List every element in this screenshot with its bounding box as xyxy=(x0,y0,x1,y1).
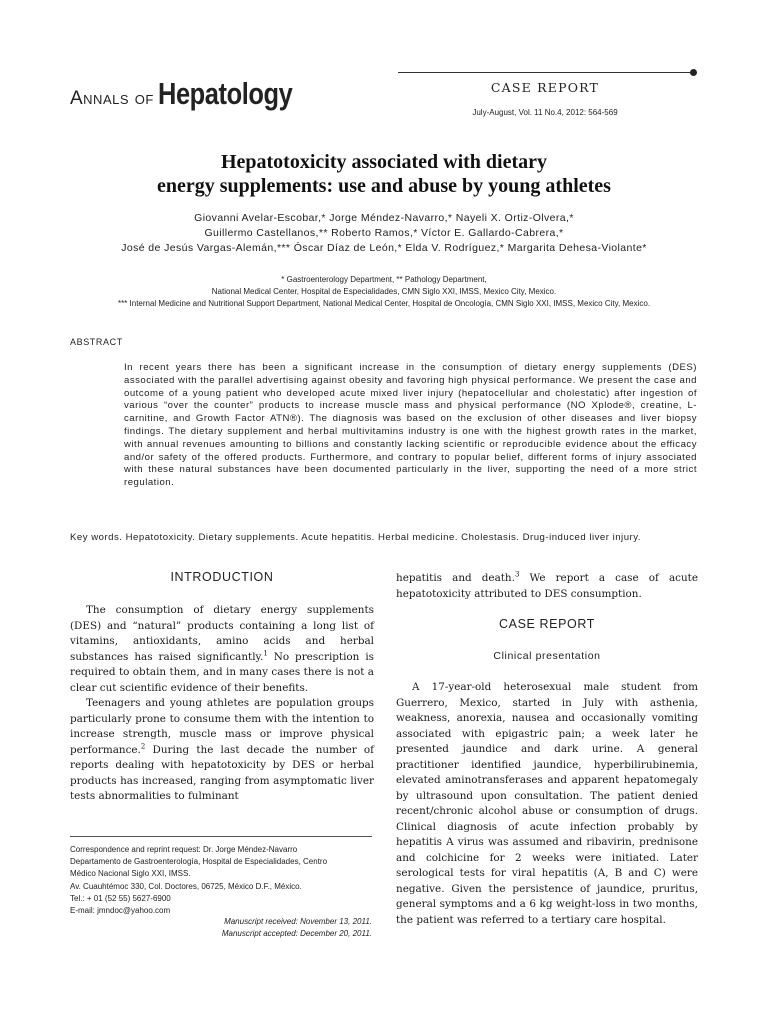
author-line: José de Jesús Vargas-Alemán,*** Óscar Díaz de León,* Elda V. Rodríguez,* Margarita Dehesa-Violante* xyxy=(121,242,647,254)
article-title xyxy=(60,150,708,198)
paragraph-text: The consumption of dietary energy supplements (DES) and “natural” products containing a long list of vitamins, antioxidants, amino acids and herbal substances has raised significantly. xyxy=(70,604,374,663)
manuscript-dates xyxy=(70,916,372,940)
introduction-continuation xyxy=(396,571,698,602)
received-date: Manuscript received: November 13, 2011. xyxy=(224,917,372,926)
correspondence-line: Médico Nacional Siglo XXI, IMSS. xyxy=(70,869,191,879)
paragraph xyxy=(70,696,374,805)
paragraph: A 17-year-old heterosexual male student from Guerrero, Mexico, started in July with asthenia, weakness, anorexia, nausea and occasionally vomiting associated with epigastric pain; a week later he presented jaundice and dark urine. A general practitioner identified jaundice, hyperbilirubinemia, elevated aminotransferases and apparent hepatomegaly by ultrasound upon consultation. The patient denied recent/chronic alcohol abuse or consumption of drugs. Clinical diagnosis of acute infection probably by hepatitis A virus was assumed and ribavirin, prednisone and colchicine for 2 weeks were initiated. Later serological tests for viral hepatitis (A, B and C) were negative. Given the persistence of jaundice, pruritus, general symptoms and a 6 kg weight-loss in two months, the patient was referred to a tertiary care hospital. xyxy=(396,681,698,926)
paragraph-text: hepatitis and death. xyxy=(396,572,515,584)
case-report-heading: CASE REPORT xyxy=(499,617,595,631)
abstract-text: In recent years there has been a significant increase in the consumption of dietary energy supplements (DES) associated with the parallel advertising against obesity and favoring high physical performance. We present the case and outcome of a young patient who developed acute mixed liver injury (hepatocellular and cholestatic) after ingestion of various “over the counter” products to increase muscle mass and physical performance (NO Xplode®, creatine, L-carnitine, and Growth Factor ATN®). The diagnosis was based on the exclusion of other diseases and liver biopsy findings. The dietary supplement and herbal multivitamins industry is one with the highest growth rates in the market, with annual revenues amounting to billions and constantly lacking scientific or reproducible evidence about the efficacy and/or safety of the offered products. Furthermore, and contrary to popular belief, different forms of injury associated with these natural substances have been documented particularly in the liver, supporting the need of a more strict regulation. xyxy=(124,362,697,489)
accepted-date: Manuscript accepted: December 20, 2011. xyxy=(221,929,372,939)
correspondence-line: Correspondence and reprint request: Dr. Jorge Méndez-Navarro xyxy=(70,845,298,854)
issue-info: July-August, Vol. 11 No.4, 2012: 564-569 xyxy=(472,108,618,117)
journal-prefix: Annals of xyxy=(70,88,154,109)
correspondence-block xyxy=(70,844,374,917)
clinical-presentation-heading: Clinical presentation xyxy=(493,650,601,662)
correspondence-line: Av. Cuauhtémoc 330, Col. Doctores, 06725, México D.F., México. xyxy=(70,881,302,891)
correspondence-email[interactable]: E-mail: jmndoc@yahoo.com xyxy=(70,906,171,916)
introduction-body xyxy=(70,603,374,805)
paragraph-text: No prescription is required to obtain them, and in many cases there is not a clear cut scientific evidence of their benefits. xyxy=(70,650,374,694)
author-line: Giovanni Avelar-Escobar,* Jorge Méndez-Navarro,* Nayeli X. Ortiz-Olvera,* xyxy=(194,212,574,224)
keywords: Key words. Hepatotoxicity. Dietary supplements. Acute hepatitis. Herbal medicine. Cholestasis. Drug-induced liver injury. xyxy=(70,532,641,543)
header-rule-dot xyxy=(690,69,697,76)
paragraph xyxy=(396,571,698,602)
paragraph-text: During the last decade the number of reports dealing with hepatotoxicity by DES or herbal products has increased, ranging from asymptomatic liver tests abnormalities to fulminant xyxy=(70,743,374,802)
title-line: Hepatotoxicity associated with dietary xyxy=(220,151,548,173)
affiliation-line: * Gastroenterology Department, ** Pathology Department, xyxy=(281,275,487,284)
title-line: energy supplements: use and abuse by young athletes xyxy=(157,175,611,197)
affiliation-line: *** Internal Medicine and Nutritional Support Department, National Medical Center, Hospital de Oncología, CMN Siglo XXI, IMSS, Mexico City, Mexico. xyxy=(117,299,651,308)
affiliation-line: National Medical Center, Hospital de Especialidades, CMN Siglo XXI, IMSS, Mexico City, Mexico. xyxy=(211,287,557,296)
reference-marker[interactable]: 3 xyxy=(514,570,520,579)
journal-logo xyxy=(70,76,322,112)
reference-marker[interactable]: 2 xyxy=(140,742,146,751)
header-rule xyxy=(398,72,692,73)
reference-marker[interactable]: 1 xyxy=(263,649,268,658)
correspondence-line: Departamento de Gastroenterología, Hospital de Especialidades, Centro xyxy=(70,857,328,867)
abstract-heading: ABSTRACT xyxy=(70,337,123,347)
section-label: CASE REPORT xyxy=(490,80,600,95)
paragraph xyxy=(70,603,374,696)
footnote-rule xyxy=(70,836,372,837)
journal-name: Hepatology xyxy=(157,76,293,111)
introduction-heading: INTRODUCTION xyxy=(170,570,274,584)
paragraph-text: Teenagers and young athletes are population groups particularly prone to consume them with the intention to increase strength, muscle mass or improve physical performance. xyxy=(70,697,374,756)
case-report-body xyxy=(396,680,698,928)
correspondence-line: Tel.: + 01 (52 55) 5627-6900 xyxy=(70,893,171,903)
author-line: Guillermo Castellanos,** Roberto Ramos,* Víctor E. Gallardo-Cabrera,* xyxy=(204,227,564,239)
paragraph-text: We report a case of acute hepatotoxicity attributed to DES consumption. xyxy=(396,572,698,600)
